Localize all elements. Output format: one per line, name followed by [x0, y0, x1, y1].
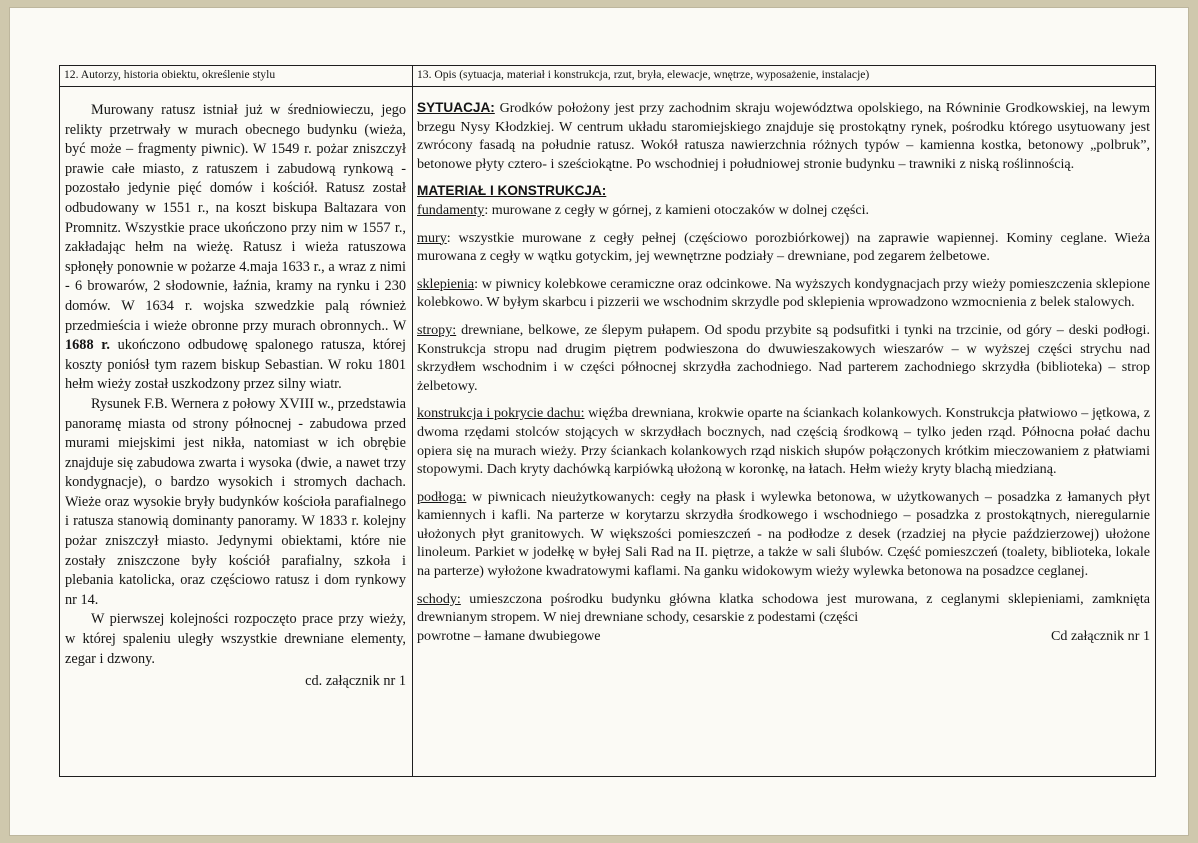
- right-continuation-note: Cd załącznik nr 1: [1050, 627, 1150, 644]
- fundamenty-label: fundamenty: [417, 201, 485, 218]
- left-column-header: 12. Autorzy, historia obiektu, określenie stylu: [64, 68, 276, 81]
- form-table: [59, 65, 1156, 777]
- description-column: [417, 99, 1150, 645]
- section-material: MATERIAŁ I KONSTRUKCJA: fundamenty: murowane z cegły w górnej, z kamieni otoczaków w dolnej części.: [417, 183, 870, 218]
- mury-label: mury: [417, 229, 447, 246]
- section-dach: konstrukcja i pokrycie dachu: więźba drewniana, krokwie oparte na ściankach kolankowych. Konstrukcja płatwiowo – jętkowa, z dwoma rzędami stolców stojących w skrzydłach bocznych, nad częścią środkową – tylko jeden rząd. Północna połać dachu opiera się na murach wieży. Przy ściankach kolankowych rząd niskich słupów połączonych krótkim mieczowaniem z płatwiami stopowymi. Dach kryty dachówką karpiówką ułożoną w koronkę, na łatach. Hełm wieży kryty blachą miedzianą.: [417, 405, 1150, 478]
- history-paragraph-2: Rysunek F.B. Wernera z połowy XVIII w., przedstawia panoramę miasta od strony północnej - zabudowa przed murami miejskimi jest nikła, natomiast w ich obrębie znajduje się zabudowa zwarta i wysoka (dwie, a nawet trzy kondygnacje), o bardzo wysokich i stromych dachach. Wieże oraz wysokie bryły budynków kościoła parafialnego i ratusza stanowią dominanty panoramy. W 1833 r. kolejny pożar zniszczył miasto. Jedynymi obiektami, które nie zostały zniszczone były kościół parafialny, szkoła i plebania katolicka, oraz częściowo ratusz i dom rynkowy nr 14.: [65, 395, 406, 608]
- section-sytuacja: SYTUACJA: Grodków położony jest przy zachodnim skraju województwa opolskiego, na Równinie Grodkowskiej, na lewym brzegu Nysy Kłodzkiej. W centrum układu staromiejskiego znajduje się prostokątny rynek, pośrodku którego usytuowany jest zwrócony fasadą na południe ratusz. Wokół ratusza nawierzchnia różnych typów – kamienna kostka, betonowy „polbruk”, betonowe płyty cztero- i sześciokątne. Po wschodniej i południowej stronie budynku – trawniki z niską roślinnością.: [417, 100, 1150, 172]
- section-podloga: podłoga: w piwnicach nieużytkowanych: cegły na płask i wylewka betonowa, w użytkowanych – posadzka z łamanych płyt kamiennych i kafli. Na parterze w korytarzu skrzydła środkowego i wschodniego – posadzka z prostokątnych, nieregularnie ułożonych płyt granitowych. W większości pomieszczeń - na podłodze z desek (rzadziej na płycie paździerzowej) ułożone linoleum. Parkiet w jodełkę w byłej Sali Rad na II. piętrze, a także w sali ślubów. Część pomieszczeń (toalety, biblioteka, lokale na parterze) wyłożone kwadratowymi kaflami. Na ganku widokowym wieży wylewka betonowa na posadzce ceglanej.: [417, 488, 1150, 580]
- section-mury: mury: wszystkie murowane z cegły pełnej (częściowo porozbiórkowej) na zaprawie wapiennej. Kominy ceglane. Wieża murowana z cegły w wątku gotyckim, jej wewnętrzne podziały – drewniane, pod zegarem żelbetowe.: [417, 229, 1150, 265]
- document-page: [10, 8, 1188, 835]
- schody-last-line: powrotne – łamane dwubiegowe Cd załącznik nr 1: [417, 627, 1150, 644]
- history-column: [65, 101, 406, 692]
- history-paragraph-3: W pierwszej kolejności rozpoczęto prace przy wieży, w której spaleniu uległy wszystkie drewniane elementy, zegar i dzwony.: [65, 611, 406, 667]
- sytuacja-heading: SYTUACJA:: [417, 100, 495, 115]
- section-schody: schody: umieszczona pośrodku budynku główna klatka schodowa jest murowana, z ceglanymi sklepieniami, zamknięta drewnianym stropem. W niej drewniane schody, cesarskie z podestami (części: [417, 590, 1150, 626]
- stropy-label: stropy:: [417, 321, 457, 338]
- schody-label: schody:: [417, 590, 461, 607]
- right-column-header: 13. Opis (sytuacja, materiał i konstrukcja, rzut, bryła, elewacje, wnętrze, wyposażenie, instalacje): [417, 68, 870, 81]
- section-sklepienia: sklepienia: w piwnicy kolebkowe ceramiczne oraz odcinkowe. Na wyższych kondygnacjach przy wieży pomieszczenia sklepione kolebkowo. W byłym skarbcu i pizzerii we wschodnim skrzydle pod sklepienia wprowadzono wzmocnienia z belek stalowych.: [417, 275, 1150, 311]
- podloga-label: podłoga:: [417, 488, 467, 505]
- sklepienia-label: sklepienia: [417, 275, 475, 292]
- dach-label: konstrukcja i pokrycie dachu:: [417, 405, 585, 422]
- history-paragraph-1: Murowany ratusz istniał już w średniowieczu, jego relikty przetrwały w murach obecnego budynku (wieża, być może – fragmenty piwnic). W 1549 r. pożar zniszczył prawie całe miasto, z ratuszem i zabudową rynkową - pozostało jedynie pięć domów i kościół. Ratusz został odbudowany w 1551 r., na koszt biskupa Baltazara von Promnitz. Wszystkie prace ukończono przy nim w 1557 r., zakładając hełm na wieżę. Ratusz i wieża ratuszowa spłonęły ponownie w pożarze 4.maja 1633 r., a wraz z nimi - 6 browarów, 2 słodownie, łaźnia, kramy na rynku i 230 domów. W 1634 r. wojska szwedzkie palą również przedmieścia i wieże obronne przy murach obronnych.. W 1688 r. ukończono odbudowę spalonego ratusza, której koszty poniósł tym razem biskup Sebastian. W roku 1801 hełm wieży został uszkodzony przez silny wiatr.: [65, 102, 406, 393]
- left-continuation-note: cd. załącznik nr 1: [305, 673, 406, 690]
- material-heading: MATERIAŁ I KONSTRUKCJA:: [417, 183, 607, 199]
- section-stropy: stropy: drewniane, belkowe, ze ślepym pułapem. Od spodu przybite są podsufitki i tynki na trzcinie, od góry – deski podłogi. Konstrukcja stropu nad drugim piętrem podwieszona do dwuwieszakowych wieszarów – w wyższej części strychu nad skrzydłem wschodnim i w części północnej skrzydła zachodniego. Nad parterem zachodniego skrzydła (biblioteka) – strop żelbetowy.: [417, 321, 1150, 394]
- header-divider: [60, 86, 1155, 87]
- column-divider: [412, 66, 413, 776]
- year-1688: 1688 r.: [65, 337, 110, 354]
